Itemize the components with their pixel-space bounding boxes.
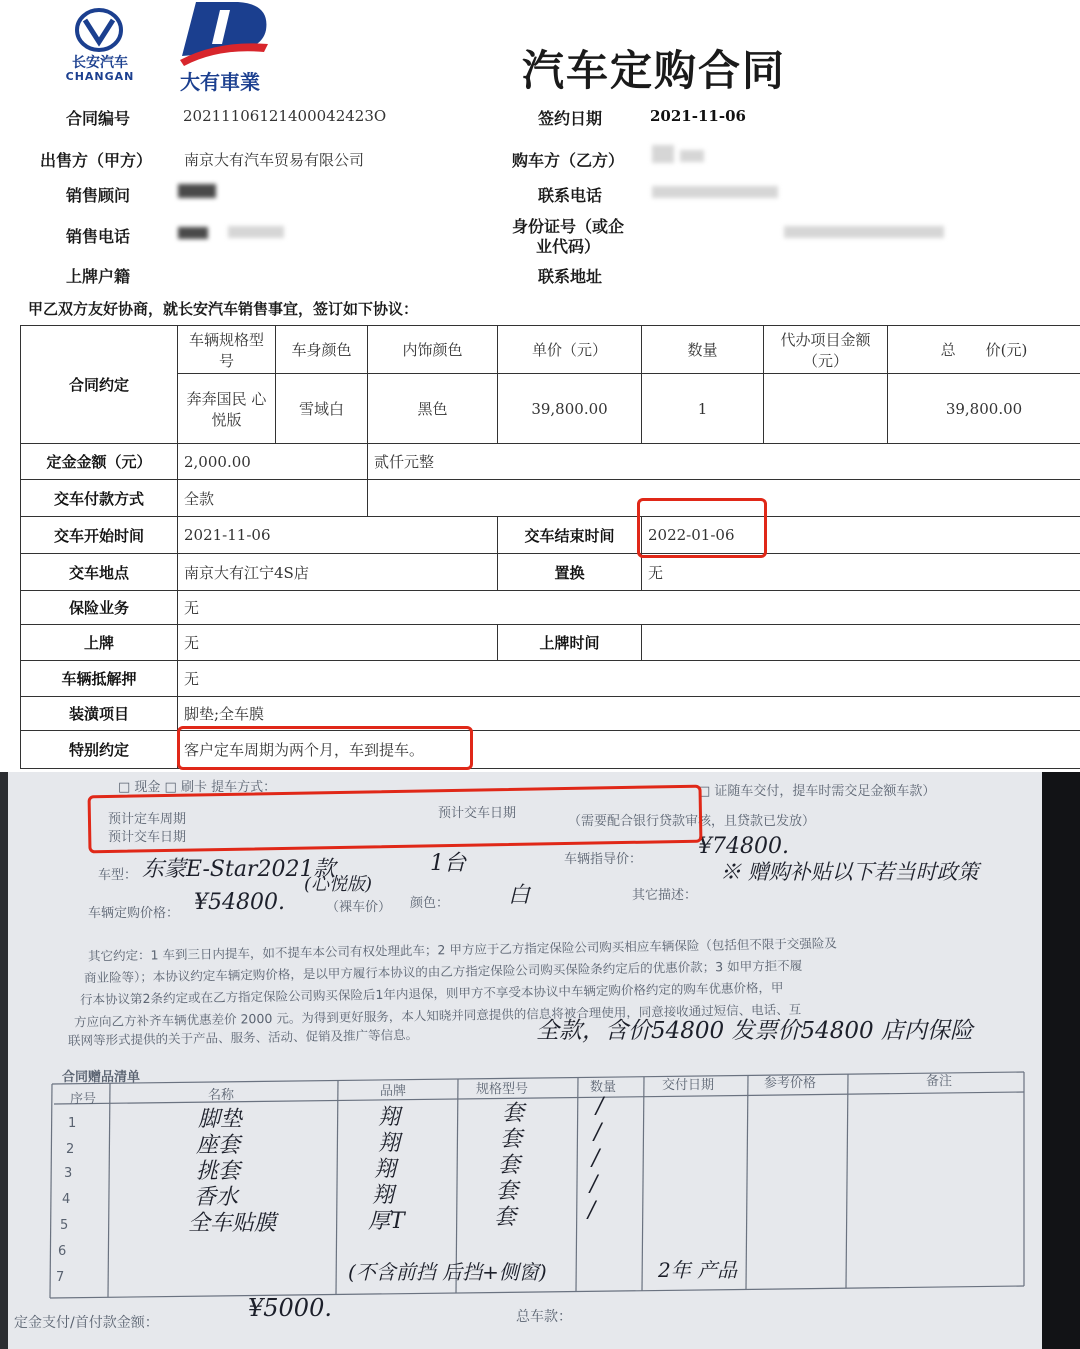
gift-row-spec: 套 xyxy=(500,1127,523,1152)
gift-row-name: 脚垫 xyxy=(198,1107,243,1132)
col-agency: 代办项目金额（元） xyxy=(764,326,888,374)
plan-label: 预计交车日期 xyxy=(438,806,517,821)
gift-row-no: 3 xyxy=(64,1166,73,1181)
seller-label: 出售方（甲方） xyxy=(40,151,153,170)
gift-row-brand: 翔 xyxy=(378,1105,401,1130)
price-hand: ¥54800. xyxy=(194,890,285,915)
mortgage: 无 xyxy=(178,661,1080,697)
dayou-logo-text: 大有車業 xyxy=(180,70,260,94)
location-label: 交车地点 xyxy=(21,554,178,591)
decor-label: 装潢项目 xyxy=(21,697,178,731)
highlight-delivery-date xyxy=(88,785,703,854)
total-label: 总车款： xyxy=(516,1309,572,1325)
guide-hand: ¥74800. xyxy=(698,834,789,859)
contract-no-label: 合同编号 xyxy=(66,109,131,128)
deposit-label: 定金金额（元） xyxy=(21,444,178,480)
redacted-advisor xyxy=(178,184,216,198)
terms-line3: 行本协议第2条约定或在乙方指定保险公司购买保险后1年内退保，则甲方不享受本协议中车辆定购价格约定的购车优惠价格，甲 xyxy=(79,979,784,1008)
dayou-emblem-icon xyxy=(178,0,274,66)
predelivery-cycle: 预计定车周期 xyxy=(108,812,187,827)
gift-row-name: (不含前挡 后挡+侧窗) xyxy=(348,1260,547,1284)
end-label: 交车结束时间 xyxy=(498,517,642,554)
special-label: 特别约定 xyxy=(21,731,178,769)
plate: 无 xyxy=(178,625,498,661)
gift-row-no: 2 xyxy=(66,1142,75,1157)
replace: 无 xyxy=(642,554,1080,591)
gift-col-no: 序号 xyxy=(70,1092,97,1107)
terms-line4: 方应向乙方补齐车辆优惠差价 2000 元。为得到更好服务，本人知晓并同意提供的信息将被合理使用，同意接收通过短信、电话、互 xyxy=(73,1001,802,1030)
sales-advisor-label: 销售顾问 xyxy=(66,186,131,205)
color-label: 颜色： xyxy=(410,896,450,911)
redacted-id xyxy=(784,226,944,238)
payment: 全款 xyxy=(178,480,368,517)
changan-logo xyxy=(60,8,140,84)
contract-table xyxy=(20,325,1080,769)
color: 雪域白 xyxy=(276,374,368,444)
model: 奔奔国民 心悦版 xyxy=(178,374,276,444)
location: 南京大有江宁4S店 xyxy=(178,554,498,591)
changan-emblem-icon xyxy=(74,8,124,52)
edition-hand: (心悦版) xyxy=(304,874,373,895)
gift-row-name: 全车贴膜 xyxy=(188,1211,277,1236)
redacted-buyer xyxy=(652,145,674,163)
gift-col-brand: 品牌 xyxy=(380,1084,407,1099)
price: 39,800.00 xyxy=(498,374,642,444)
seller: 南京大有汽车贸易有限公司 xyxy=(184,151,365,169)
terms-hand: 全款，含价54800 发票价54800 店内保险 xyxy=(536,1018,973,1044)
col-model: 车辆规格型号 xyxy=(178,326,276,374)
changan-logo-en: CHANGAN xyxy=(65,70,135,83)
interior: 黑色 xyxy=(368,374,498,444)
gift-row-qty: / xyxy=(592,1146,600,1171)
gift-col-name: 名称 xyxy=(208,1088,235,1103)
gift-col-spec: 规格型号 xyxy=(476,1082,529,1097)
gift-row-brand: 翔 xyxy=(378,1131,401,1156)
id-label-line2: 业代码） xyxy=(536,237,601,256)
end: 2022-01-06 xyxy=(642,517,1080,554)
gift-row-no: 4 xyxy=(62,1192,71,1207)
guide-label: 车辆指导价： xyxy=(564,852,643,867)
buyer-label: 购车方（乙方） xyxy=(512,151,625,170)
contact-phone-label: 联系电话 xyxy=(538,186,603,205)
gift-row-brand: 翔 xyxy=(374,1157,397,1182)
gift-row-qty: / xyxy=(596,1094,604,1119)
payment-label: 交车付款方式 xyxy=(21,480,178,517)
handwritten-form-photo xyxy=(0,772,1080,1349)
predelivery-date: 预计交车日期 xyxy=(108,830,187,845)
color-hand: 白 xyxy=(508,883,531,908)
col-total: 总 价(元) xyxy=(888,326,1080,374)
total: 39,800.00 xyxy=(888,374,1080,444)
price-note: （裸车价） xyxy=(326,900,392,915)
terms-line5: 联网等形式提供的关于产品、服务、活动、促销及推广等信息。 xyxy=(67,1026,419,1049)
qty: 1 xyxy=(642,374,764,444)
gift-row-name: 香水 xyxy=(194,1185,239,1210)
col-interior: 内饰颜色 xyxy=(368,326,498,374)
col-color: 车身颜色 xyxy=(276,326,368,374)
loan-note: （需要配合银行贷款审核，且贷款已发放） xyxy=(568,814,816,829)
qty-hand: 1台 xyxy=(430,851,466,876)
gift-row-qty: / xyxy=(590,1172,598,1197)
changan-logo-cn: 长安汽车 xyxy=(72,55,128,71)
photo-edge xyxy=(1042,772,1080,1349)
plate-label: 上牌 xyxy=(21,625,178,661)
mortgage-label: 车辆抵解押 xyxy=(21,661,178,697)
gift-col-date: 交付日期 xyxy=(662,1078,715,1093)
contract-no: 20211106121400042423O xyxy=(183,107,387,125)
gift-col-qty: 数量 xyxy=(590,1080,617,1095)
gift-row-no: 5 xyxy=(60,1218,69,1233)
terms-line2: 商业险等）；本协议约定车辆定购价格，是以甲方履行本协议的由乙方指定保险公司购买保险条约定后的优惠价款；3 如甲方拒不履 xyxy=(83,957,803,986)
page-title: 汽车定购合同 xyxy=(522,46,787,95)
redacted-buyer xyxy=(680,150,704,162)
plate-time xyxy=(642,625,1080,661)
highlight-end-date xyxy=(637,498,767,558)
gift-row-no: 7 xyxy=(56,1270,65,1285)
gift-row-spec: 套 xyxy=(494,1205,517,1230)
highlight-special xyxy=(177,726,473,770)
form-row0: □ 现金 □ 刷卡 提车方式： xyxy=(118,780,277,795)
gift-row-no: 1 xyxy=(68,1116,77,1131)
price-label: 车辆定购价格： xyxy=(88,906,180,921)
dayou-logo xyxy=(178,0,274,95)
address-label: 联系地址 xyxy=(538,267,603,286)
form-paper xyxy=(8,772,1042,1349)
terms-line1: 其它约定：1 车到三日内提车，如不提车本公司有权处理此车；2 甲方应于乙方指定保险公司购买相应车辆保险（包括但不限于交强险及 xyxy=(87,935,837,964)
redacted-sales-phone xyxy=(228,226,284,238)
model-hand: 东蒙E-Star2021款 xyxy=(142,857,336,882)
intro-text: 甲乙双方友好协商，就长安汽车销售事宜，签订如下协议： xyxy=(28,300,419,318)
gift-row-brand: 厚T xyxy=(368,1209,405,1234)
gift-row-no: 6 xyxy=(58,1244,67,1259)
id-label-line1: 身份证号（或企 xyxy=(512,217,625,236)
insurance: 无 xyxy=(178,591,1080,625)
deposit-words: 贰仟元整 xyxy=(368,444,1080,480)
gift-row-name: 挑套 xyxy=(196,1159,241,1184)
agreement-label: 合同约定 xyxy=(21,326,178,444)
gift-col-note: 备注 xyxy=(926,1074,953,1089)
sign-date: 2021-11-06 xyxy=(650,107,746,125)
redacted-phone xyxy=(652,186,778,198)
sign-date-label: 签约日期 xyxy=(538,109,603,128)
gift-row-qty: / xyxy=(588,1198,596,1223)
gift-row-spec: 套 xyxy=(496,1179,519,1204)
gift-row-brand: 翔 xyxy=(372,1183,395,1208)
start: 2021-11-06 xyxy=(178,517,498,554)
other-hand: ※ 赠购补贴以下若当时政策 xyxy=(720,860,979,884)
deposit: 2,000.00 xyxy=(178,444,368,480)
col-qty: 数量 xyxy=(642,326,764,374)
start-label: 交车开始时间 xyxy=(21,517,178,554)
sales-phone-label: 销售电话 xyxy=(66,227,131,246)
plate-time-label: 上牌时间 xyxy=(498,625,642,661)
deposit-hand: ¥5000. xyxy=(248,1294,332,1322)
agency xyxy=(764,374,888,444)
gift-row-spec: 套 xyxy=(502,1101,525,1126)
special: 客户定车周期为两个月，车到提车。 xyxy=(178,731,1080,769)
col-price: 单价（元） xyxy=(498,326,642,374)
registration-label: 上牌户籍 xyxy=(66,267,131,286)
model-label: 车型： xyxy=(98,868,138,883)
gift-title: 合同赠品清单 xyxy=(62,1070,141,1085)
deposit-label: 定金支付/首付款金额： xyxy=(14,1315,159,1331)
other-label: 其它描述： xyxy=(632,888,698,903)
gift-row-name: 座套 xyxy=(196,1133,241,1158)
gift-row-spec: 套 xyxy=(498,1153,521,1178)
gift-row-qty: / xyxy=(594,1120,602,1145)
redacted-sales-phone xyxy=(178,227,208,239)
insurance-label: 保险业务 xyxy=(21,591,178,625)
gift-row-date: 2年 产品 xyxy=(658,1258,738,1282)
decor: 脚垫;全车膜 xyxy=(178,697,1080,731)
replace-label: 置换 xyxy=(498,554,642,591)
form-row0-right: □ 证随车交付，提车时需交足金额车款） xyxy=(698,784,936,799)
gift-col-price: 参考价格 xyxy=(764,1076,817,1091)
